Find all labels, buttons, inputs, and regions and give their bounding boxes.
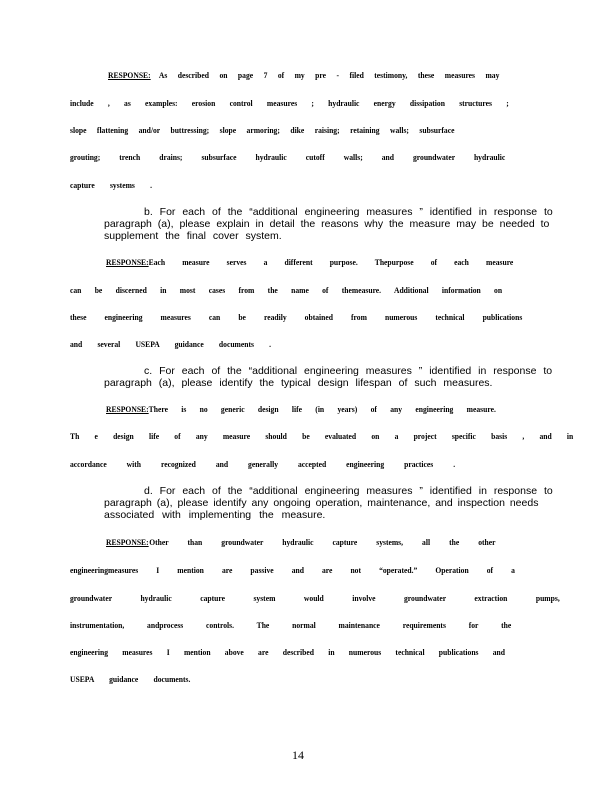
text-line: slope flattening and/or buttressing; slope armoring; dike raising; retaining walls; subsurface [70, 126, 455, 135]
question-line: paragraph (a), please identify the typical design lifespan of such measures. [104, 377, 493, 389]
text-line: can be discerned in most cases from the name of themeasure. Additional information on [70, 286, 503, 295]
text-line: capture systems . [70, 181, 152, 190]
question-line: b. For each of the “additional engineering measures ” identified in response to [144, 206, 553, 218]
question-line: c. For each of the “additional engineering measures ” identified in response to [144, 365, 553, 377]
text-line: engineeringmeasures I mention are passive and are not “operated.” Operation of a [70, 566, 515, 575]
response-text: There is no generic design life (in years) of any engineering measure. [148, 405, 496, 414]
text-line: include , as examples: erosion control measures ; hydraulic energy dissipation structures ; [70, 99, 509, 108]
page-number: 14 [292, 748, 304, 762]
text-line: these engineering measures can be readily obtained from numerous technical publications [70, 313, 523, 322]
response-label: RESPONSE: [106, 258, 149, 267]
text-line [106, 258, 514, 268]
question-line: supplement the final cover system. [104, 230, 282, 242]
text-line [106, 538, 496, 548]
response-label: RESPONSE: [106, 538, 149, 547]
text-line: USEPA guidance documents. [70, 675, 191, 684]
text-line: grouting; trench drains; subsurface hydraulic cutoff walls; and groundwater hydraulic [70, 153, 506, 162]
response-label: RESPONSE: [108, 71, 151, 80]
text-line: Th e design life of any measure should be evaluated on a project specific basis , and in [70, 432, 574, 441]
text-line: and several USEPA guidance documents . [70, 340, 272, 349]
question-line: associated with implementing the measure. [104, 509, 326, 521]
question-line: paragraph (a), please explain in detail the reasons why the measure may be needed to [104, 218, 550, 230]
question-line: d. For each of the “additional engineering measures ” identified in response to [144, 485, 553, 497]
response-label: RESPONSE: [106, 405, 149, 414]
text-line: instrumentation, andprocess controls. The normal maintenance requirements for the [70, 621, 512, 630]
response-text: As described on page 7 of my pre - filed testimony, these measures may [158, 71, 500, 80]
response-text: Other than groundwater hydraulic capture systems, all the other [149, 538, 496, 547]
text-line: accordance with recognized and generally accepted engineering practices . [70, 460, 456, 469]
text-line [108, 71, 499, 81]
text-line: engineering measures I mention above are described in numerous technical publications and [70, 648, 506, 657]
text-line [106, 405, 494, 415]
response-text: Each measure serves a different purpose. Thepurpose of each measure [148, 258, 514, 267]
text-line: groundwater hydraulic capture system would involve groundwater extraction pumps, [70, 594, 560, 603]
question-line: paragraph (a), please identify any ongoing operation, maintenance, and inspection needs [104, 497, 539, 509]
